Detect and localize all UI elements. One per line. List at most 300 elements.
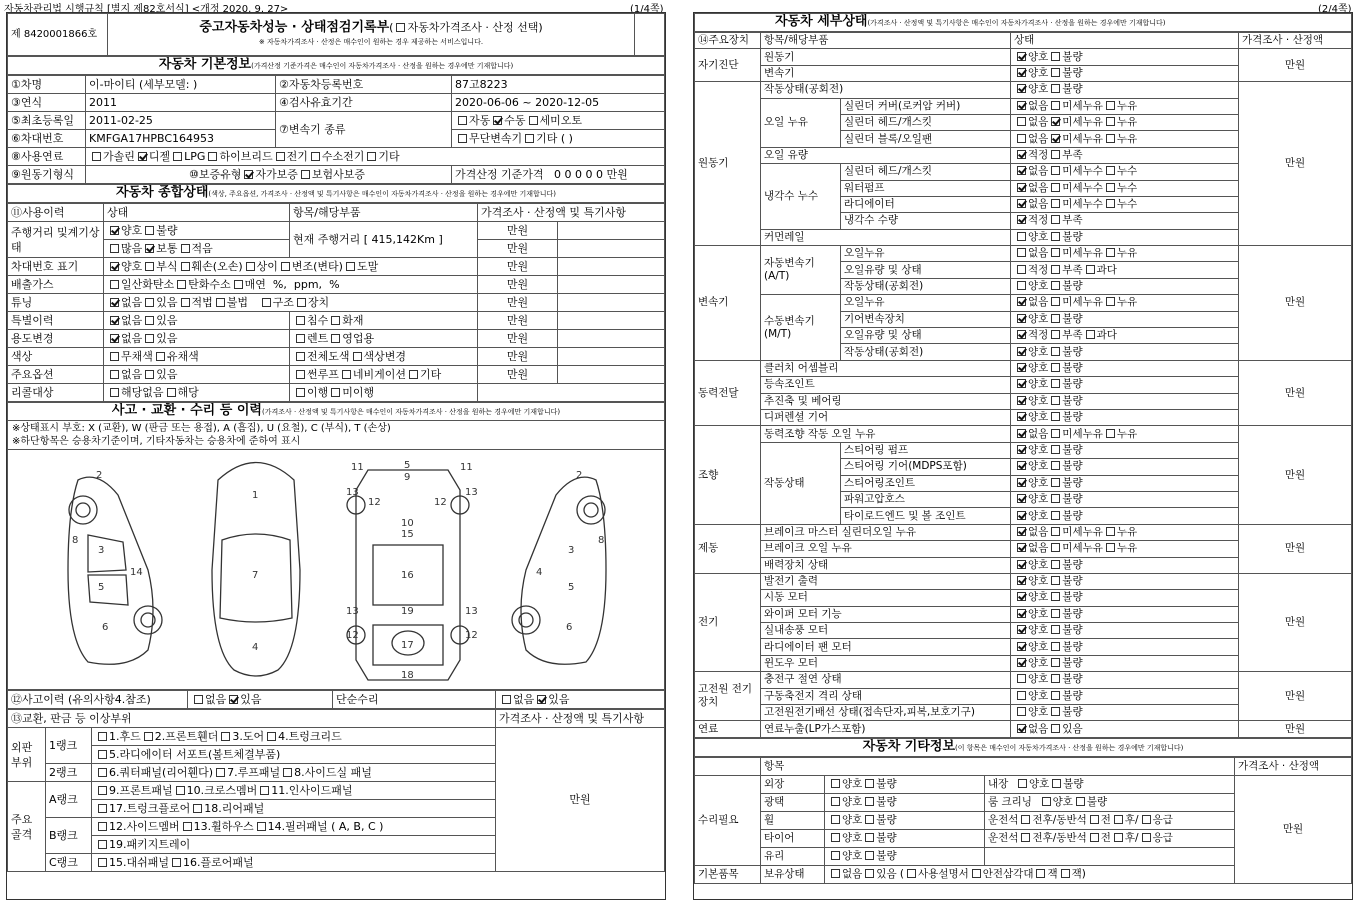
detail-row: 라디에이터 없음 미세누수 누수 bbox=[695, 196, 1352, 212]
checkbox[interactable] bbox=[1051, 232, 1060, 241]
detail-row: 수동변속기 (M/T) 오일누유 없음 미세누유 누유 bbox=[695, 295, 1352, 311]
checkbox[interactable] bbox=[1051, 543, 1060, 552]
checkbox[interactable] bbox=[342, 370, 351, 379]
detail-row: 작동상태(공회전) 양호 불량 bbox=[695, 344, 1352, 360]
svg-text:5: 5 bbox=[568, 582, 575, 593]
checkbox[interactable] bbox=[1051, 642, 1060, 651]
detail-row: 냉각수 수량 적정 부족 bbox=[695, 213, 1352, 229]
checkbox[interactable] bbox=[110, 352, 119, 361]
svg-text:13: 13 bbox=[346, 606, 359, 617]
svg-text:12: 12 bbox=[346, 630, 359, 641]
checkbox[interactable] bbox=[1051, 674, 1060, 683]
svg-text:10: 10 bbox=[401, 518, 414, 529]
svg-text:17: 17 bbox=[401, 640, 414, 651]
checkbox[interactable] bbox=[1017, 527, 1026, 536]
checkbox[interactable] bbox=[229, 695, 238, 704]
svg-text:8: 8 bbox=[598, 535, 605, 546]
checkbox[interactable] bbox=[138, 152, 147, 161]
checkbox[interactable] bbox=[865, 833, 874, 842]
svg-text:19: 19 bbox=[401, 606, 414, 617]
checkbox[interactable] bbox=[1017, 134, 1026, 143]
status-title: 자동차 종합상태(색상, 주요옵션, 가격조사 · 산정액 및 특기사항은 매수인이 자동차가격조사 · 산정을 원하는 경우에만 기재합니다) bbox=[8, 185, 665, 203]
detail-row: 제동 브레이크 마스터 실린더오일 누유 없음 미세누유 누유 만원 bbox=[695, 524, 1352, 540]
checkbox[interactable] bbox=[1051, 478, 1060, 487]
detail-row: 냉각수 누수 실린더 헤드/개스킷 없음 미세누수 누수 bbox=[695, 164, 1352, 180]
checkbox[interactable] bbox=[283, 768, 292, 777]
checkbox[interactable] bbox=[831, 869, 840, 878]
checkbox[interactable] bbox=[267, 732, 276, 741]
checkbox[interactable] bbox=[1142, 833, 1151, 842]
accident-history-table: ⑫사고이력 (유의사항4.참조) 없음 있음 단순수리 없음 있음 bbox=[7, 690, 665, 709]
checkbox[interactable] bbox=[1051, 215, 1060, 224]
checkbox[interactable] bbox=[865, 869, 874, 878]
svg-text:14: 14 bbox=[130, 567, 143, 578]
doc-number: 제 8420001866호 bbox=[8, 14, 108, 56]
checkbox[interactable] bbox=[1017, 150, 1026, 159]
checkbox[interactable] bbox=[98, 822, 107, 831]
checkbox[interactable] bbox=[1051, 658, 1060, 667]
first-reg: 2011-02-25 bbox=[86, 112, 276, 130]
checkbox[interactable] bbox=[1017, 199, 1026, 208]
checkbox[interactable] bbox=[865, 815, 874, 824]
checkbox[interactable] bbox=[1114, 833, 1123, 842]
checkbox[interactable] bbox=[296, 352, 305, 361]
checkbox[interactable] bbox=[396, 23, 405, 32]
checkbox[interactable] bbox=[281, 262, 290, 271]
checkbox[interactable] bbox=[1017, 314, 1026, 323]
checkbox[interactable] bbox=[1051, 494, 1060, 503]
detail-row: 오일 누유 실린더 커버(로커암 커버) 없음 미세누유 누유 bbox=[695, 98, 1352, 114]
checkbox[interactable] bbox=[1051, 281, 1060, 290]
checkbox[interactable] bbox=[296, 388, 305, 397]
checkbox[interactable] bbox=[331, 388, 340, 397]
detail-row: 조향 동력조향 작동 오일 누유 없음 미세누유 누유 만원 bbox=[695, 426, 1352, 442]
checkbox[interactable] bbox=[458, 134, 467, 143]
checkbox[interactable] bbox=[1051, 183, 1060, 192]
checkbox[interactable] bbox=[1061, 869, 1070, 878]
checkbox[interactable] bbox=[1017, 166, 1026, 175]
detail-row: 윈도우 모터 양호 불량 bbox=[695, 655, 1352, 671]
checkbox[interactable] bbox=[1106, 117, 1115, 126]
checkbox[interactable] bbox=[1021, 833, 1030, 842]
checkbox[interactable] bbox=[1017, 560, 1026, 569]
checkbox[interactable] bbox=[1017, 478, 1026, 487]
checkbox[interactable] bbox=[98, 804, 107, 813]
detail-row: 배력장치 상태 양호 불량 bbox=[695, 557, 1352, 573]
checkbox[interactable] bbox=[1106, 101, 1115, 110]
checkbox[interactable] bbox=[1051, 511, 1060, 520]
detail-row: 브레이크 오일 누유 없음 미세누유 누유 bbox=[695, 541, 1352, 557]
checkbox[interactable] bbox=[145, 334, 154, 343]
checkbox[interactable] bbox=[1051, 396, 1060, 405]
svg-text:18: 18 bbox=[401, 670, 414, 681]
checkbox[interactable] bbox=[172, 858, 181, 867]
doc-title: 중고자동차성능 · 상태점검기록부 bbox=[199, 19, 390, 35]
checkbox[interactable] bbox=[865, 779, 874, 788]
detail-row: 오일유량 및 상태 적정 부족 과다 bbox=[695, 262, 1352, 278]
checkbox[interactable] bbox=[1017, 609, 1026, 618]
checkbox[interactable] bbox=[1017, 347, 1026, 356]
checkbox[interactable] bbox=[1042, 797, 1051, 806]
detail-row: 원동기 작동상태(공회전) 양호 불량 만원 bbox=[695, 82, 1352, 98]
checkbox[interactable] bbox=[1017, 543, 1026, 552]
svg-text:12: 12 bbox=[368, 497, 381, 508]
svg-text:5: 5 bbox=[404, 460, 411, 471]
checkbox[interactable] bbox=[1017, 625, 1026, 634]
checkbox[interactable] bbox=[98, 858, 107, 867]
checkbox[interactable] bbox=[1017, 297, 1026, 306]
svg-text:13: 13 bbox=[465, 487, 478, 498]
checkbox[interactable] bbox=[1051, 199, 1060, 208]
checkbox[interactable] bbox=[1051, 347, 1060, 356]
detail-table: ⑭주요장치 항목/해당부품 상태 가격조사 · 산정액 자기진단 원동기 양호 불량 만원 변속기 양호 불량 원동기 작동상태(공회전) 양호 불량 만원 오일 누유 실린더 커버(로커암 커버) 없음 미세누유 누유 실린더 헤드/개스킷 없음 미세누유 누유 실린더 블록/오일팬 없음 미세누유 누유 오일 유량 적정 부족 냉각수 누수 실린더 헤드/개스킷 없음 미세누수 누수 워터펌프 없음 미세누수 누수 라디에이터 없음 미세누수 누수 냉각수 수량 적정 부족 커먼레일 양호 불량 변속기 자동변속기 (A/T) 오일누유 없음 미세누유 누유 만원 오일유량 및 상태 적정 부족 과다 작동상태(공회전) 양호 불량 수동변속기 (M/T) 오일누유 없음 미세누유 누유 기어변속장치 양호 불량 오일유량 및 상태 적정 부족 과다 작동상태(공회전) 양호 불량 동력전달 클러치 어셈블리 양호 불량 만원 등속조인트 양호 불량 추진축 및 베어링 양호 불량 디퍼렌셜 기어 양호 불량 조향 동력조향 작동 오일 누유 없음 미세누유 누유 만원 작동상태 스티어링 펌프 양호 불량 스티어링 기어(MDPS포함) 양호 불량 스티어링조인트 양호 불량 파워고압호스 양호 불량 타이로드엔드 및 볼 조인트 양호 불량 제동 브레이크 마스터 실린더오일 누유 없음 미세누유 누유 만원 브레이크 오일 누유 없음 미세누유 누유 배력장치 상태 양호 불량 전기 발전기 출력 양호 불량 만원 시동 모터 양호 불량 와이퍼 모터 기능 양호 불량 실내송풍 모터 양호 불량 라디에이터 팬 모터 양호 불량 윈도우 모터 양호 불량 고전원 전기장치 충전구 절연 상태 양호 불량 만원 구동축전지 격리 상태 양호 불량 고전원전기배선 상태(접속단자,피복,보호기구) 양호 불량 연료 연료누출(LP가스포함) 없음 있음 만원 bbox=[694, 32, 1352, 738]
checkbox[interactable] bbox=[1036, 869, 1045, 878]
checkbox[interactable] bbox=[831, 851, 840, 860]
checkbox[interactable] bbox=[525, 134, 534, 143]
checkbox[interactable] bbox=[145, 316, 154, 325]
checkbox[interactable] bbox=[110, 298, 119, 307]
svg-text:15: 15 bbox=[401, 529, 414, 540]
checkbox[interactable] bbox=[181, 298, 190, 307]
checkbox[interactable] bbox=[1052, 779, 1061, 788]
checkbox[interactable] bbox=[1106, 543, 1115, 552]
checkbox[interactable] bbox=[194, 695, 203, 704]
reg-number: 87고8223 bbox=[452, 76, 665, 94]
checkbox[interactable] bbox=[502, 695, 511, 704]
checkbox[interactable] bbox=[1017, 461, 1026, 470]
vin: KMFGA17HPBC164953 bbox=[86, 130, 276, 148]
checkbox[interactable] bbox=[1142, 815, 1151, 824]
checkbox[interactable] bbox=[98, 840, 107, 849]
svg-text:2: 2 bbox=[96, 470, 103, 481]
checkbox[interactable] bbox=[458, 116, 467, 125]
checkbox[interactable] bbox=[1114, 815, 1123, 824]
svg-text:13: 13 bbox=[465, 606, 478, 617]
detail-row: 고전원 전기장치 충전구 절연 상태 양호 불량 만원 bbox=[695, 672, 1352, 688]
checkbox[interactable] bbox=[156, 352, 165, 361]
detail-title: 자동차 세부상태(가격조사 · 산정액 및 특기사항은 매수인이 자동차가격조사 · 산정을 원하는 경우에만 기재합니다) bbox=[695, 14, 1352, 32]
checkbox[interactable] bbox=[1017, 445, 1026, 454]
detail-row: 작동상태(공회전) 양호 불량 bbox=[695, 278, 1352, 294]
detail-row: 변속기 양호 불량 bbox=[695, 65, 1352, 81]
checkbox[interactable] bbox=[331, 334, 340, 343]
checkbox[interactable] bbox=[1017, 511, 1026, 520]
checkbox[interactable] bbox=[1051, 412, 1060, 421]
checkbox[interactable] bbox=[1106, 248, 1115, 257]
checkbox[interactable] bbox=[1017, 494, 1026, 503]
svg-text:5: 5 bbox=[98, 582, 105, 593]
detail-row: 시동 모터 양호 불량 bbox=[695, 590, 1352, 606]
checkbox[interactable] bbox=[1017, 232, 1026, 241]
checkbox[interactable] bbox=[167, 388, 176, 397]
form-header: 자동차관리법 시행규칙 [별지 제82호서식] <개정 2020. 9. 27> bbox=[4, 4, 289, 15]
checkbox[interactable] bbox=[246, 262, 255, 271]
checkbox[interactable] bbox=[1017, 674, 1026, 683]
checkbox[interactable] bbox=[1017, 691, 1026, 700]
checkbox[interactable] bbox=[831, 797, 840, 806]
svg-text:3: 3 bbox=[98, 545, 105, 556]
detail-row: 파워고압호스 양호 불량 bbox=[695, 491, 1352, 507]
checkbox[interactable] bbox=[1051, 707, 1060, 716]
checkbox[interactable] bbox=[1106, 134, 1115, 143]
checkbox[interactable] bbox=[1051, 166, 1060, 175]
checkbox[interactable] bbox=[296, 316, 305, 325]
checkbox[interactable] bbox=[907, 869, 916, 878]
current-mileage: 현재 주행거리 [ 415,142Km ] bbox=[290, 222, 478, 258]
checkbox[interactable] bbox=[1017, 658, 1026, 667]
checkbox[interactable] bbox=[145, 370, 154, 379]
svg-text:11: 11 bbox=[460, 462, 473, 473]
detail-row: 실린더 헤드/개스킷 없음 미세누유 누유 bbox=[695, 114, 1352, 130]
checkbox[interactable] bbox=[110, 334, 119, 343]
checkbox[interactable] bbox=[1017, 52, 1026, 61]
detail-row: 전기 발전기 출력 양호 불량 만원 bbox=[695, 573, 1352, 589]
checkbox[interactable] bbox=[331, 316, 340, 325]
checkbox[interactable] bbox=[1018, 779, 1027, 788]
checkbox[interactable] bbox=[176, 786, 185, 795]
checkbox[interactable] bbox=[216, 768, 225, 777]
checkbox[interactable] bbox=[110, 388, 119, 397]
checkbox[interactable] bbox=[193, 804, 202, 813]
svg-text:9: 9 bbox=[404, 472, 411, 483]
checkbox[interactable] bbox=[1017, 101, 1026, 110]
checkbox[interactable] bbox=[1051, 150, 1060, 159]
checkbox[interactable] bbox=[276, 152, 285, 161]
checkbox[interactable] bbox=[110, 280, 119, 289]
checkbox[interactable] bbox=[1051, 429, 1060, 438]
checkbox[interactable] bbox=[1086, 265, 1095, 274]
page-number-1: (1/4쪽) bbox=[630, 4, 664, 15]
checkbox[interactable] bbox=[1051, 314, 1060, 323]
checkbox[interactable] bbox=[234, 280, 243, 289]
detail-row: 자기진단 원동기 양호 불량 만원 bbox=[695, 49, 1352, 65]
checkbox[interactable] bbox=[529, 116, 538, 125]
accident-title: 사고 · 교환 · 수리 등 이력(가격조사 · 산정액 및 특기사항은 매수인이 자동차가격조사 · 산정을 원하는 경우에만 기재합니다) bbox=[8, 403, 665, 421]
checkbox[interactable] bbox=[297, 298, 306, 307]
checkbox[interactable] bbox=[537, 695, 546, 704]
svg-text:16: 16 bbox=[401, 570, 414, 581]
checkbox[interactable] bbox=[1017, 183, 1026, 192]
checkbox[interactable] bbox=[244, 170, 253, 179]
checkbox[interactable] bbox=[1051, 297, 1060, 306]
checkbox[interactable] bbox=[1017, 724, 1026, 733]
checkbox[interactable] bbox=[831, 779, 840, 788]
checkbox[interactable] bbox=[1017, 429, 1026, 438]
checkbox[interactable] bbox=[1106, 183, 1115, 192]
checkbox[interactable] bbox=[1017, 642, 1026, 651]
checkbox[interactable] bbox=[1051, 527, 1060, 536]
checkbox[interactable] bbox=[1051, 461, 1060, 470]
checkbox[interactable] bbox=[493, 116, 502, 125]
checkbox[interactable] bbox=[1051, 724, 1060, 733]
page-2 bbox=[693, 12, 1353, 900]
detail-row: 라디에이터 팬 모터 양호 불량 bbox=[695, 639, 1352, 655]
checkbox[interactable] bbox=[98, 768, 107, 777]
svg-text:3: 3 bbox=[568, 545, 575, 556]
svg-text:6: 6 bbox=[566, 622, 573, 633]
checkbox[interactable] bbox=[181, 244, 190, 253]
checkbox[interactable] bbox=[311, 152, 320, 161]
checkbox[interactable] bbox=[110, 226, 119, 235]
checkbox[interactable] bbox=[260, 786, 269, 795]
checkbox[interactable] bbox=[1017, 707, 1026, 716]
checkbox[interactable] bbox=[1051, 248, 1060, 257]
checkbox[interactable] bbox=[110, 370, 119, 379]
basic-info-table: ①차명 이-마이티 (세부모델: ) ②자동차등록번호 87고8223 ③연식 2011 ④검사유효기간 2020-06-06 ~ 2020-12-05 ⑤최초등록일 2011-02-25 ⑦변속기 종류 자동 수동 세미오토 ⑥차대번호 KMFGA17HPBC164953 무단변속기 기타 ( ) ⑧사용연료 가솔린 디젤 LPG 하이브리드 전기 수소전기 기타 ⑨원동기형식 ⑩보증유형 자가보증 보험사보증 가격산정 기준가격 0 0 0 0 0 만원 bbox=[7, 75, 665, 184]
svg-text:12: 12 bbox=[434, 497, 447, 508]
checkbox[interactable] bbox=[346, 262, 355, 271]
svg-text:4: 4 bbox=[252, 642, 259, 653]
checkbox[interactable] bbox=[1051, 265, 1060, 274]
detail-row: 오일유량 및 상태 적정 부족 과다 bbox=[695, 328, 1352, 344]
checkbox[interactable] bbox=[145, 298, 154, 307]
car-year: 2011 bbox=[86, 94, 276, 112]
checkbox[interactable] bbox=[1051, 101, 1060, 110]
detail-row: 디퍼렌셜 기어 양호 불량 bbox=[695, 409, 1352, 425]
checkbox[interactable] bbox=[296, 370, 305, 379]
checkbox[interactable] bbox=[1017, 412, 1026, 421]
checkbox[interactable] bbox=[296, 334, 305, 343]
checkbox[interactable] bbox=[92, 152, 101, 161]
detail-row: 커먼레일 양호 불량 bbox=[695, 229, 1352, 245]
checkbox[interactable] bbox=[1021, 815, 1030, 824]
checkbox[interactable] bbox=[1017, 248, 1026, 257]
insp-period: 2020-06-06 ~ 2020-12-05 bbox=[452, 94, 665, 112]
legend: ※상태표시 부호: X (교환), W (판금 또는 용접), A (흠집), U (요철), C (부식), T (손상) ※하단항목은 승용차기준이며, 기타자동차는 승용차에 준하여 표시 bbox=[7, 421, 665, 450]
checkbox[interactable] bbox=[183, 822, 192, 831]
checkbox[interactable] bbox=[145, 244, 154, 253]
detail-row: 작동상태 스티어링 펌프 양호 불량 bbox=[695, 442, 1352, 458]
checkbox[interactable] bbox=[831, 833, 840, 842]
checkbox[interactable] bbox=[865, 851, 874, 860]
checkbox[interactable] bbox=[1090, 833, 1099, 842]
svg-text:12: 12 bbox=[465, 630, 478, 641]
etc-table: 항목 가격조사 · 산정액 수리필요 외장 양호 불량 내장 양호 불량 만원 광택 양호 불량 룸 크리닝 양호 불량 휠 양호 불량 운전석 전후/동반석 전 후/ 응급 타이어 양호 불량 운전석 전후/동반석 전 후/ 응급 유리 양호 불량 기본품목 보유상태 없음 있음 ( 사용설명서 안전삼각대 잭 잭) bbox=[694, 757, 1352, 884]
checkbox[interactable] bbox=[1051, 330, 1060, 339]
checkbox[interactable] bbox=[1106, 429, 1115, 438]
checkbox[interactable] bbox=[1017, 363, 1026, 372]
detail-row: 실내송풍 모터 양호 불량 bbox=[695, 623, 1352, 639]
checkbox[interactable] bbox=[1017, 576, 1026, 585]
svg-text:13: 13 bbox=[346, 487, 359, 498]
checkbox[interactable] bbox=[1017, 215, 1026, 224]
checkbox[interactable] bbox=[301, 170, 310, 179]
checkbox[interactable] bbox=[1017, 592, 1026, 601]
checkbox[interactable] bbox=[409, 370, 418, 379]
checkbox[interactable] bbox=[1017, 117, 1026, 126]
checkbox[interactable] bbox=[208, 152, 217, 161]
detail-row: 기어변속장치 양호 불량 bbox=[695, 311, 1352, 327]
checkbox[interactable] bbox=[1051, 134, 1060, 143]
detail-row: 변속기 자동변속기 (A/T) 오일누유 없음 미세누유 누유 만원 bbox=[695, 246, 1352, 262]
checkbox[interactable] bbox=[110, 244, 119, 253]
checkbox[interactable] bbox=[1090, 815, 1099, 824]
checkbox[interactable] bbox=[1017, 84, 1026, 93]
detail-row: 실린더 블록/오일팬 없음 미세누유 누유 bbox=[695, 131, 1352, 147]
checkbox[interactable] bbox=[353, 352, 362, 361]
checkbox[interactable] bbox=[173, 152, 182, 161]
svg-text:8: 8 bbox=[72, 535, 79, 546]
checkbox[interactable] bbox=[972, 869, 981, 878]
checkbox[interactable] bbox=[1051, 117, 1060, 126]
status-table: ⑪사용이력 상태 항목/해당부품 가격조사 · 산정액 및 특기사항 주행거리 및계기상태 양호 불량 현재 주행거리 [ 415,142Km ] 만원 많음 보통 적음 만원 차대번호 표기 양호 부식 훼손(오손) 상이 변조(변타) 도말 만원 배출가스 일산화탄소 탄화수소 매연 %, ppm, % 만원 튜닝 없음 있음 적법 불법 구조 장치 만원 특별이력 없음 있음 침수 화재 만원 용도변경 없음 있음 렌트 영업용 만원 색상 무채색 유채색 전체도색 색상변경 만원 주요옵션 없음 있음 썬루프 네비게이션 기타 만원 리콜대상 해당없음 해당 이행 미이행 bbox=[7, 203, 665, 402]
base-price: 0 0 0 0 0 만원 bbox=[554, 168, 628, 181]
detail-row: 등속조인트 양호 불량 bbox=[695, 377, 1352, 393]
svg-text:2: 2 bbox=[576, 470, 583, 481]
basic-info-title: 자동차 기본정보(가격산정 기준가격은 매수인이 자동차가격조사 · 산정을 원하는 경우에만 기재합니다) bbox=[8, 57, 665, 75]
checkbox[interactable] bbox=[1051, 592, 1060, 601]
checkbox[interactable] bbox=[262, 298, 271, 307]
checkbox[interactable] bbox=[257, 822, 266, 831]
checkbox[interactable] bbox=[216, 298, 225, 307]
checkbox[interactable] bbox=[1051, 576, 1060, 585]
detail-row: 오일 유량 적정 부족 bbox=[695, 147, 1352, 163]
checkbox[interactable] bbox=[1017, 265, 1026, 274]
checkbox[interactable] bbox=[110, 262, 119, 271]
etc-title: 자동차 기타정보(이 항목은 매수인이 자동차가격조사 · 산정을 원하는 경우에만 기재합니다) bbox=[695, 738, 1352, 756]
checkbox[interactable] bbox=[831, 815, 840, 824]
checkbox[interactable] bbox=[1051, 560, 1060, 569]
checkbox[interactable] bbox=[221, 732, 230, 741]
checkbox[interactable] bbox=[367, 152, 376, 161]
checkbox[interactable] bbox=[1076, 797, 1085, 806]
svg-text:6: 6 bbox=[102, 622, 109, 633]
checkbox[interactable] bbox=[1051, 691, 1060, 700]
detail-row: 고전원전기배선 상태(접속단자,피복,보호기구) 양호 불량 bbox=[695, 705, 1352, 721]
checkbox[interactable] bbox=[1017, 379, 1026, 388]
checkbox[interactable] bbox=[1051, 84, 1060, 93]
detail-row: 워터펌프 없음 미세누수 누수 bbox=[695, 180, 1352, 196]
checkbox[interactable] bbox=[1106, 297, 1115, 306]
checkbox[interactable] bbox=[181, 262, 190, 271]
checkbox[interactable] bbox=[177, 280, 186, 289]
checkbox[interactable] bbox=[1051, 52, 1060, 61]
checkbox[interactable] bbox=[98, 732, 107, 741]
checkbox[interactable] bbox=[1106, 166, 1115, 175]
checkbox[interactable] bbox=[1017, 396, 1026, 405]
checkbox[interactable] bbox=[110, 316, 119, 325]
page-1: 제 8420001866호 중고자동차성능 · 상태점검기록부( 자동차가격조사 · 산정 선택) ※ 자동차가격조사 · 산정은 매수인이 원하는 경우 제공하는 서비스입니다. 자동차 기본정보(가격산정 기준가격은 매수인이 자동차가격조사 · 산정을 원하는 경우에만 기재합니다) ①차명 이-마이티 (세부모델: ) ②자동차등록번호 87고8223 ③연식 2011 ④검사유효기간 2020-06-06 ~ 2020-12-05 ⑤최초등록일 2011-02-25 ⑦변속기 종류 자동 수동 세미오토 ⑥차대번호 KMFGA17HPBC164953 무단변속기 기타 ( ) ⑧사용연료 가솔린 디젤 LPG 하이브리드 전기 수소전기 기타 ⑨원동기형식 ⑩보증유형 자가보증 보험사보증 가격산정 기준가격 0 0 0 0 0 만원 자동차 종합상태(색상, 주요옵션, 가격조사 · 산정액 및 특기사항은 매수인이 자동차가격조사 · 산정을 원하는 경우에만 기재합니다) ⑪사용이력 상태 항목/해당부품 가격조사 · 산정액 및 특기사항 주행거리 및계기상태 양호 불량 현재 주행거리 [ 415,142Km ] 만원 많음 보통 적음 만원 차대번호 표기 양호 부식 훼손(오손) 상이 변조(변타) 도말 만원 배출가스 일산화탄소 탄화수소 매연 %, ppm, % 만원 튜닝 없음 있음 적법 불법 구조 장치 만원 특별이력 없음 있음 침수 화재 만원 용도변경 없음 있음 렌트 영업용 만원 색상 무채색 유채색 전체도색 색상변경 만원 주요옵션 없음 있음 썬루프 네비게이션 기타 만원 리콜대상 해당없음 해당 이행 미이행 사고 · 교환 · 수리 등 이력(가격조사 · 산정액 및 특기사항은 매수인이 자동차가격조사 · 산정을 원하는 경우에만 기재합니다) ※상태표시 부호: X (교환), W (판금 또는 용접), A (흠집), U (요철), C (부식), T (손상) ※하단항목은 승용차기준이며, 기타자동차는 승용차에 준하여 표시 2 8 3 5 14 6 1 7 4 5 9 11 11 13 13 12 12 10 15 16 13 13 19 12 12 17 18 2 8 3 5 4 6 ⑫사고이력 (유의사항4.참조) 없음 있음 단순수리 없음 있음 ⑬교환, 판금 등 이상부위 가격조사 · 산정액 및 특기사항 외판 부위 1랭크 1.후드 2.프론트휀더 3.도어 4.트렁크리드 만원 5.라디에이터 서포트(볼트체결부품) 2랭크 6.쿼터패널(리어휀다) 7.루프패널 8.사이드실 패널 주요 골격 A랭크 9.프론트패널 10.크로스멤버 11.인사이드패널 17.트렁크플로어 18.리어패널 B랭크 12.사이드멤버 13.휠하우스 14.필러패널 ( A, B, C ) 19.패키지트레이 C랭크 15.대쉬패널 16.플로어패널 bbox=[6, 12, 666, 900]
detail-row: 와이퍼 모터 기능 양호 불량 bbox=[695, 606, 1352, 622]
checkbox[interactable] bbox=[1051, 445, 1060, 454]
checkbox[interactable] bbox=[1017, 68, 1026, 77]
detail-row: 추진축 및 베어링 양호 불량 bbox=[695, 393, 1352, 409]
svg-text:1: 1 bbox=[252, 490, 259, 501]
checkbox[interactable] bbox=[1106, 527, 1115, 536]
checkbox[interactable] bbox=[1051, 625, 1060, 634]
checkbox[interactable] bbox=[1051, 363, 1060, 372]
detail-row: 연료 연료누출(LP가스포함) 없음 있음 만원 bbox=[695, 721, 1352, 737]
checkbox[interactable] bbox=[1017, 330, 1026, 339]
page-number-2: (2/4쪽) bbox=[1318, 4, 1352, 15]
checkbox[interactable] bbox=[145, 262, 154, 271]
checkbox[interactable] bbox=[98, 750, 107, 759]
checkbox[interactable] bbox=[144, 732, 153, 741]
detail-row: 동력전달 클러치 어셈블리 양호 불량 만원 bbox=[695, 360, 1352, 376]
swap-table: ⑬교환, 판금 등 이상부위 가격조사 · 산정액 및 특기사항 외판 부위 1랭크 1.후드 2.프론트휀더 3.도어 4.트렁크리드 만원 5.라디에이터 서포트(볼트체결부품) 2랭크 6.쿼터패널(리어휀다) 7.루프패널 8.사이드실 패널 주요 골격 A랭크 9.프론트패널 10.크로스멤버 11.인사이드패널 17.트렁크플로어 18.리어패널 B랭크 12.사이드멤버 13.휠하우스 14.필러패널 ( A, B, C ) 19.패키지트레이 C랭크 15.대쉬패널 16.플로어패널 bbox=[7, 709, 665, 872]
checkbox[interactable] bbox=[865, 797, 874, 806]
detail-row: 구동축전지 격리 상태 양호 불량 bbox=[695, 688, 1352, 704]
checkbox[interactable] bbox=[1051, 68, 1060, 77]
checkbox[interactable] bbox=[1106, 199, 1115, 208]
checkbox[interactable] bbox=[145, 226, 154, 235]
checkbox[interactable] bbox=[1051, 379, 1060, 388]
checkbox[interactable] bbox=[1086, 330, 1095, 339]
checkbox[interactable] bbox=[98, 786, 107, 795]
checkbox[interactable] bbox=[1017, 281, 1026, 290]
detail-row: 타이로드엔드 및 볼 조인트 양호 불량 bbox=[695, 508, 1352, 524]
checkbox[interactable] bbox=[1051, 609, 1060, 618]
